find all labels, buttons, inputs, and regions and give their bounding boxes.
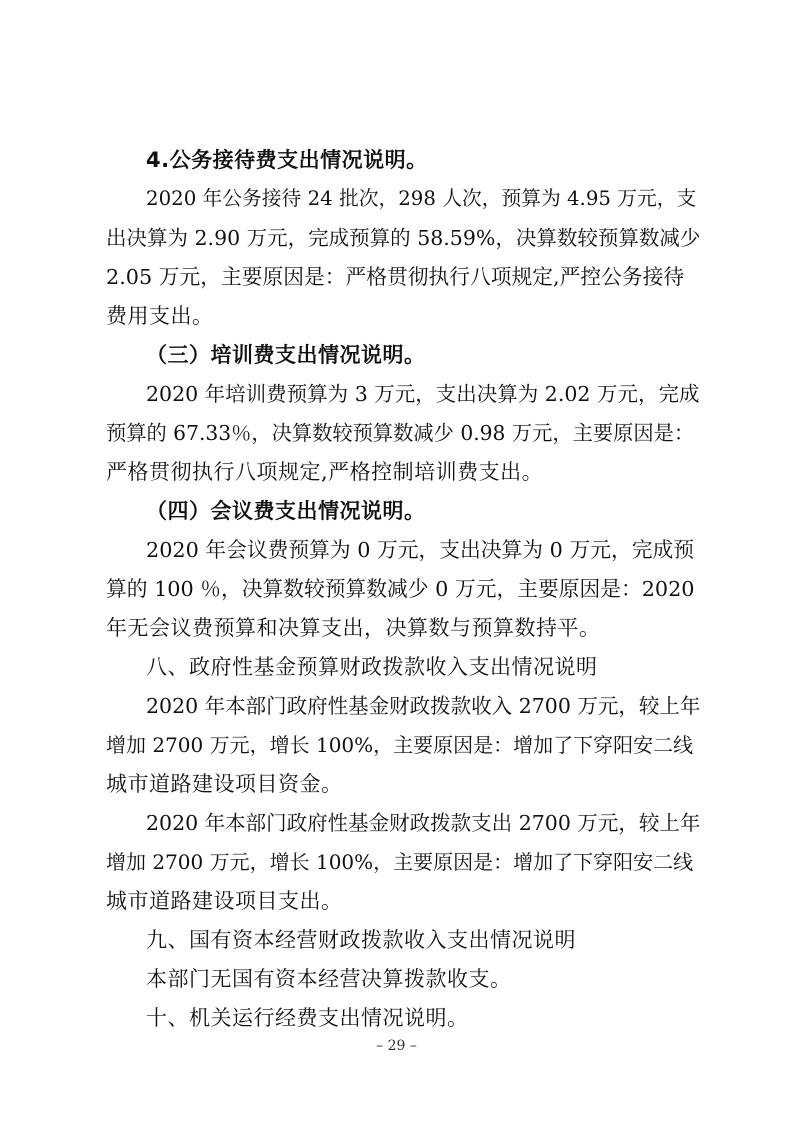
paragraph-line: 算的 100 ％，决算数较预算数减少 0 万元，主要原因是：2020 <box>106 577 695 601</box>
paragraph-line: 2020 年培训费预算为 3 万元，支出决算为 2.02 万元，完成 <box>146 382 700 406</box>
section-heading-state-capital: 九、国有资本经营财政拨款收入支出情况说明 <box>146 928 576 952</box>
section-heading-reception: 4.公务接待费支出情况说明。 <box>146 148 428 172</box>
paragraph-line: 严格贯彻执行八项规定,严格控制培训费支出。 <box>106 460 544 484</box>
section-heading-government-fund: 八、政府性基金预算财政拨款收入支出情况说明 <box>146 655 598 679</box>
section-heading-operating-expenses: 十、机关运行经费支出情况说明。 <box>146 1006 469 1030</box>
paragraph-line: 费用支出。 <box>106 304 214 328</box>
paragraph-line: 2.05 万元，主要原因是：严格贯彻执行八项规定,严控公务接待 <box>106 265 685 289</box>
paragraph-line: 预算的 67.33％，决算数较预算数减少 0.98 万元，主要原因是： <box>106 421 695 445</box>
paragraph-line: 增加 2700 万元，增长 100%，主要原因是：增加了下穿阳安二线 <box>106 850 694 874</box>
paragraph-line: 出决算为 2.90 万元，完成预算的 58.59%，决算数较预算数减少 <box>106 226 701 250</box>
page-number: – 29 – <box>376 1038 417 1054</box>
paragraph-line: 2020 年本部门政府性基金财政拨款收入 2700 万元，较上年 <box>146 694 701 718</box>
paragraph-line: 城市道路建设项目支出。 <box>106 889 343 913</box>
paragraph-line: 2020 年会议费预算为 0 万元，支出决算为 0 万元，完成预 <box>146 538 694 562</box>
section-heading-training: （三）培训费支出情况说明。 <box>146 343 426 367</box>
section-heading-meeting: （四）会议费支出情况说明。 <box>146 499 426 523</box>
paragraph-line: 年无会议费预算和决算支出，决算数与预算数持平。 <box>106 616 601 640</box>
paragraph-line: 增加 2700 万元，增长 100%，主要原因是：增加了下穿阳安二线 <box>106 733 694 757</box>
paragraph-line: 本部门无国有资本经营决算拨款收支。 <box>146 967 512 991</box>
paragraph-line: 2020 年公务接待 24 批次，298 人次，预算为 4.95 万元，支 <box>146 187 697 210</box>
paragraph-line: 城市道路建设项目资金。 <box>106 772 343 796</box>
paragraph-line: 2020 年本部门政府性基金财政拨款支出 2700 万元，较上年 <box>146 811 701 835</box>
